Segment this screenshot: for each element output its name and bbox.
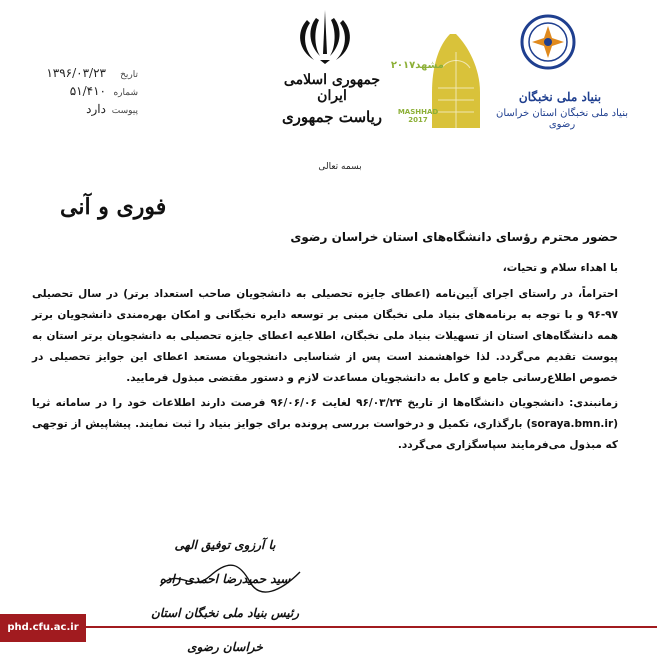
signature-closing: با آرزوی توفیق الهی xyxy=(174,538,276,552)
meta-date-row xyxy=(18,66,138,84)
handwritten-signature-icon xyxy=(150,558,310,598)
meta-number-value: ۵۱/۴۱۰ xyxy=(69,84,106,98)
foundation-subtitle: بنیاد ملی نخبگان استان خراسان رضوی xyxy=(495,108,629,130)
mashhad-logo-text: مشهد۲۰۱۷ xyxy=(390,60,444,71)
letter-meta xyxy=(18,66,138,120)
greeting-line: با اهداء سلام و تحیات، xyxy=(502,262,618,274)
meta-label: تاریخ xyxy=(120,70,138,80)
urgent-heading: فوری و آنی xyxy=(60,194,167,220)
paragraph-main: احتراماً، در راستای اجرای آیین‌نامه (اعطای جایزه تحصیلی به دانشجویان صاحب استعداد برتر) در سال تحصیلی ۹۷-۹۶ و با توجه به برنامه‌های بنیاد ملی نخبگان مبنی بر توسعه دایره نخبگانی و امکان بهره‌مندی دانشجویان برتر همه دانشگاه‌های استان از تسهیلات بنیاد ملی نخبگان، اطلاعیه اعطای جایزه تحصیلی به دانشجویان برتر استان به پیوست تقدیم می‌گردد. لذا خواهشمند است پس از شناسایی دانشجویان مستعد اعطای این جوایز تحصیلی در خصوص اطلاع‌رسانی جامع و کامل به دانشجویان مساعدت لازم و دستور مقتضی مبذول فرمایید. xyxy=(32,288,618,384)
meta-label: شماره xyxy=(113,88,138,98)
foundation-title: بنیاد ملی نخبگان xyxy=(518,90,602,104)
letter-body xyxy=(32,226,618,456)
source-badge: phd.cfu.ac.ir xyxy=(0,614,86,642)
recipient-line: حضور محترم رؤسای دانشگاه‌های استان خراسان رضوی xyxy=(290,230,618,244)
footer-rule xyxy=(86,626,657,628)
mashhad-logo-sub: MASHHAD 2017 xyxy=(397,108,439,124)
schedule-text-end: بارگذاری، تکمیل و درخواست بررسی پرونده برای جوایز بنیاد را ثبت نمایند. پیشاپیش از توجهی که مبذول می‌فرمایند سپاسگزاری می‌گردد. xyxy=(32,418,618,451)
presidency-label xyxy=(272,72,392,126)
bismillah: بسمه تعالی xyxy=(318,162,362,172)
meta-attachment-row xyxy=(18,102,138,120)
elites-foundation-logo-icon xyxy=(518,14,578,70)
schedule-text: زمانبندی: دانشجویان دانشگاه‌ها از تاریخ ۹۶/۰۳/۲۴ لغایت ۹۶/۰۶/۰۶ فرصت دارند اطلاعات خود را در سامانه ثریا xyxy=(32,397,619,409)
paragraph-schedule xyxy=(32,393,618,456)
presidency-line2: ریاست جمهوری xyxy=(281,108,383,126)
meta-date-value: ۱۳۹۶/۰۳/۲۳ xyxy=(46,66,106,80)
meta-label: پیوست xyxy=(111,106,138,116)
signature-title: رئیس بنیاد ملی نخبگان استان خراسان رضوی xyxy=(150,606,300,654)
meta-number-row xyxy=(18,84,138,102)
meta-attachment-value: دارد xyxy=(86,102,106,116)
signature-name: سید حمیدرضا احمدی زاده xyxy=(159,572,291,586)
iran-emblem-icon xyxy=(290,6,360,66)
presidency-line1: جمهوری اسلامی ایران xyxy=(283,72,381,104)
soraya-domain-link[interactable]: (soraya.bmn.ir) xyxy=(526,418,618,430)
